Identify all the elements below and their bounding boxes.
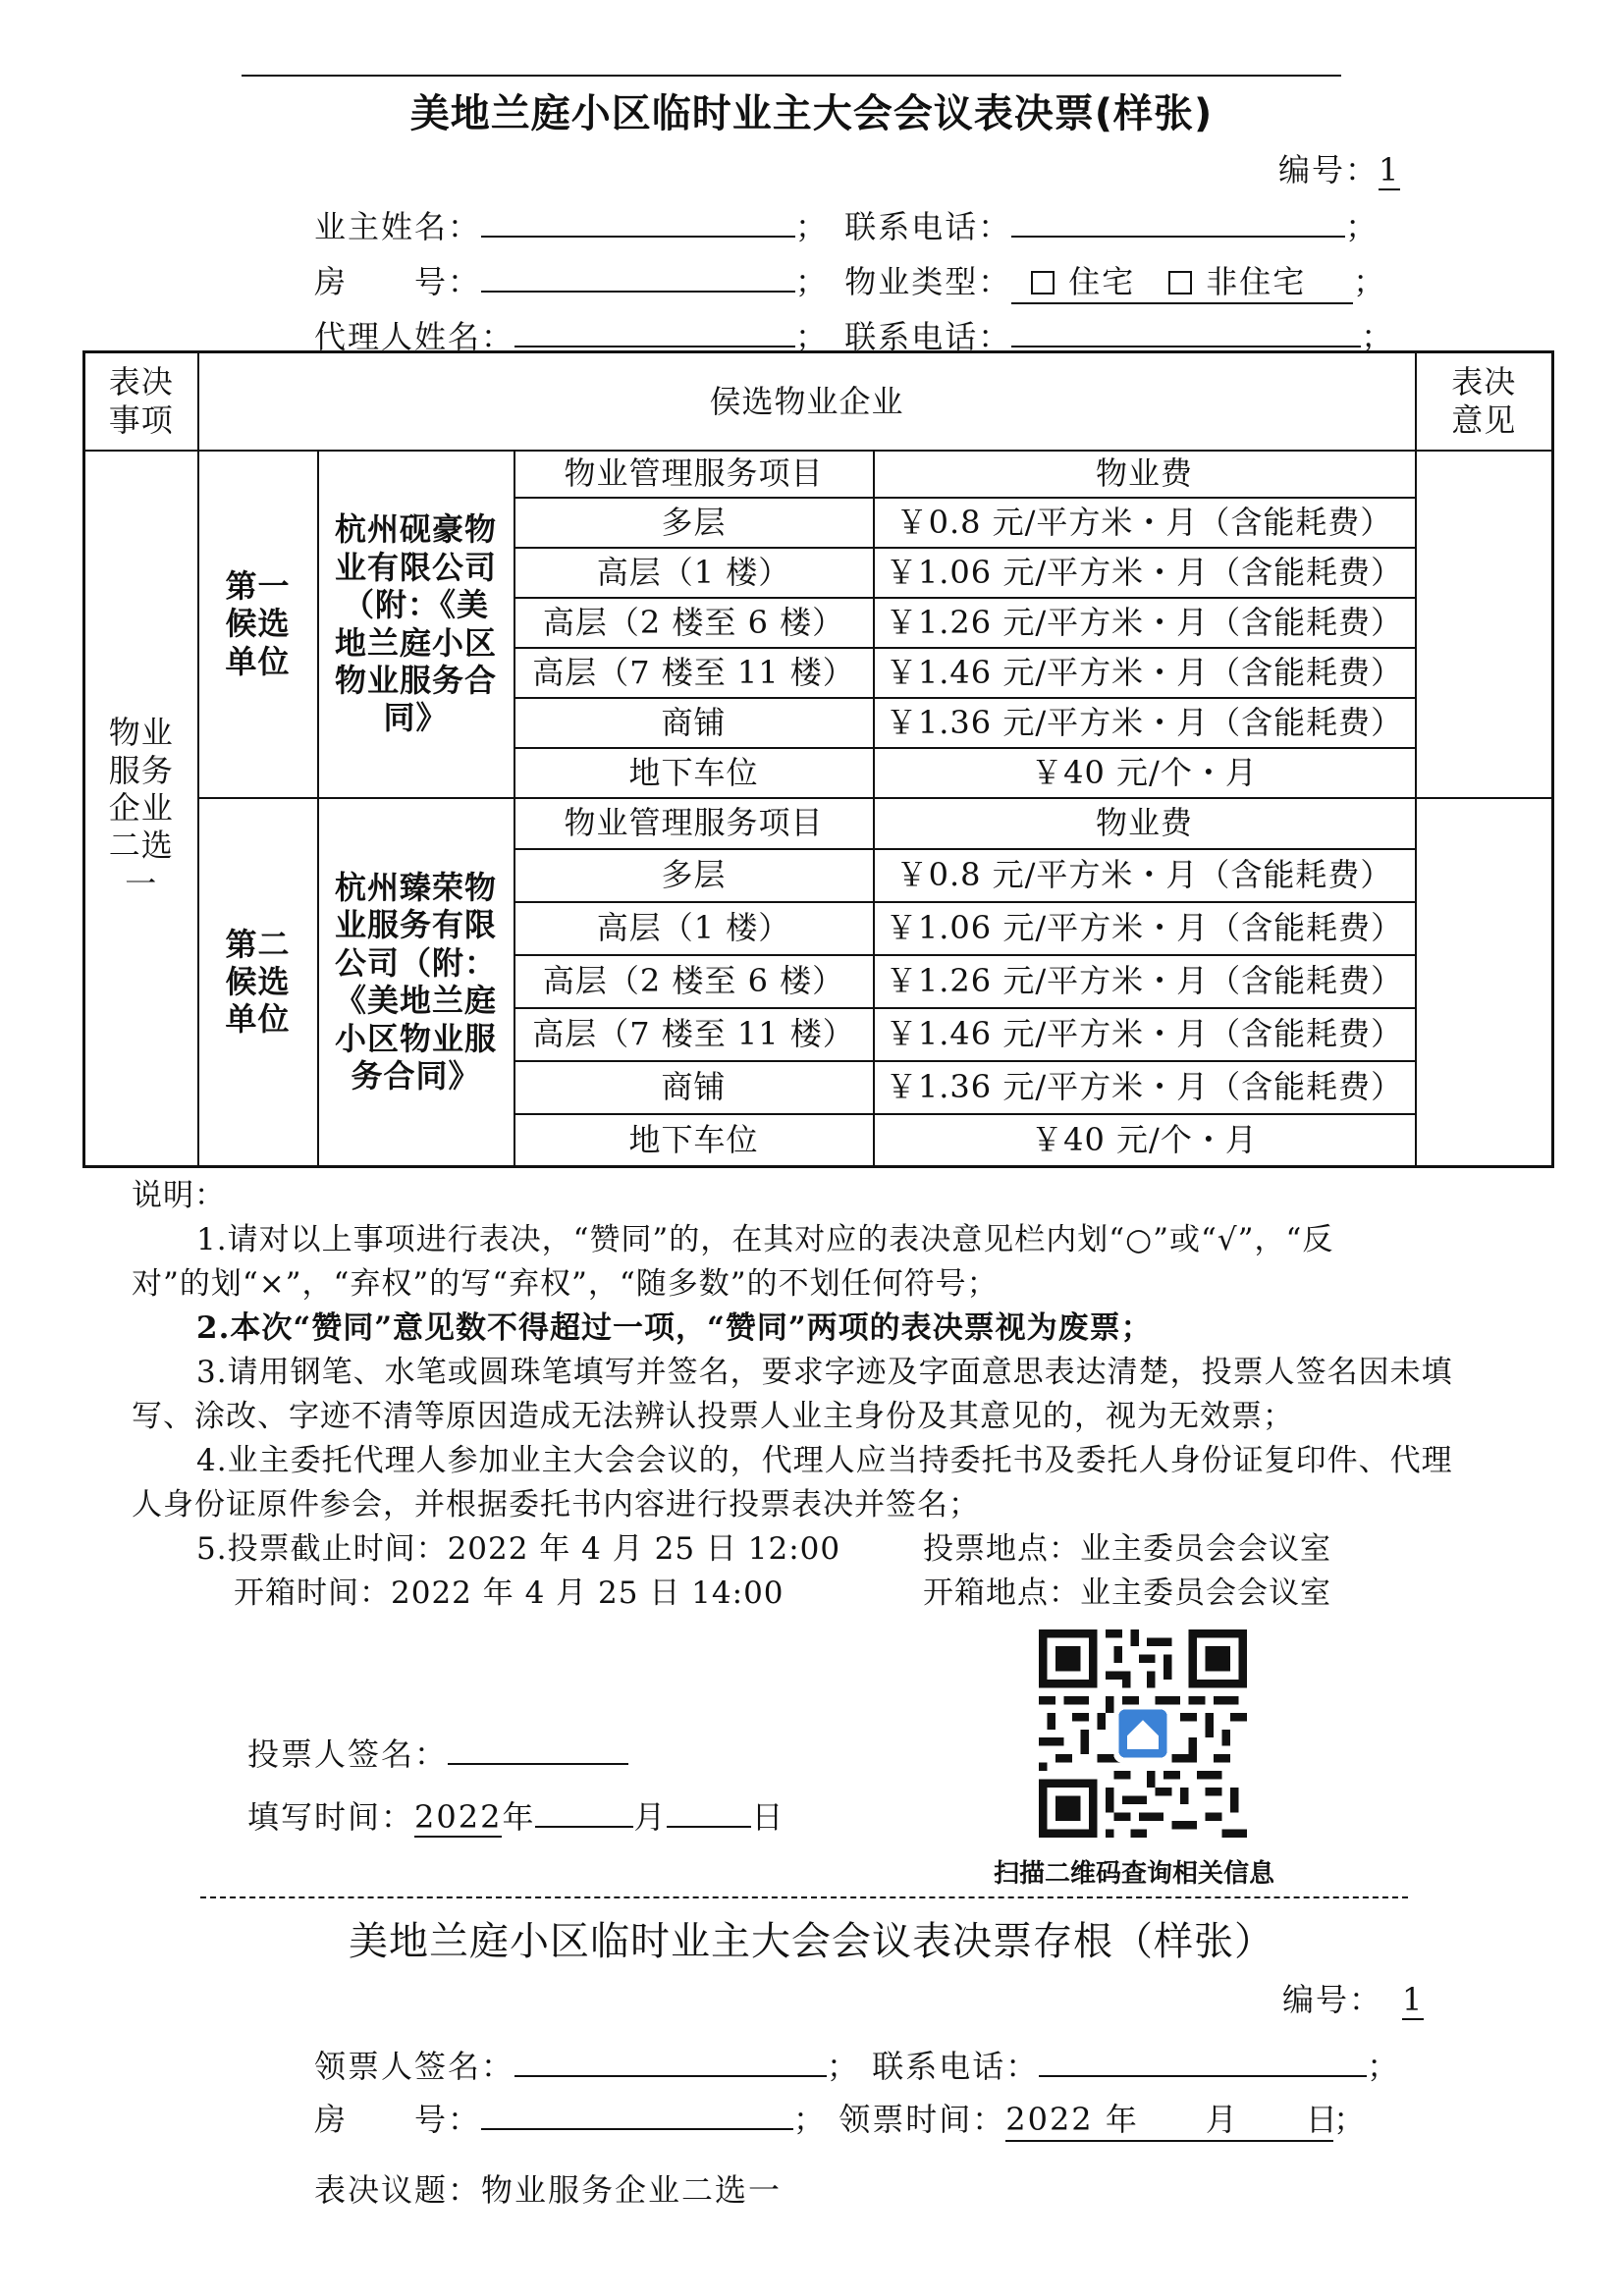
- voter-sign-field[interactable]: [448, 1734, 628, 1765]
- semicolon: ；: [793, 2101, 828, 2138]
- room-row: [314, 257, 1386, 304]
- fee-item-cell: 商铺: [514, 1061, 874, 1114]
- stub-room-row: [314, 2095, 1367, 2142]
- receiver-sign-label: 领票人签名：: [314, 2048, 515, 2085]
- semicolon: ；: [827, 2048, 861, 2085]
- voting-table: [82, 350, 1554, 1168]
- notes-heading: 说明：: [132, 1178, 226, 1213]
- month-label: 月: [633, 1798, 668, 1836]
- stub-room-label: 房 号：: [314, 2101, 482, 2138]
- title-top-rule: [242, 75, 1341, 77]
- fee-item-cell: 高层（1 楼）: [514, 548, 874, 598]
- property-type-field: [1011, 257, 1353, 304]
- fee-value-cell: ￥0.8 元/平方米・月（含能耗费）: [874, 849, 1416, 902]
- note-5a: 5.投票截止时间：2022 年 4 月 25 日 12:00: [196, 1531, 841, 1567]
- fee-item-cell: 地下车位: [514, 748, 874, 798]
- candidate-1-opinion-cell[interactable]: [1416, 451, 1553, 798]
- stub-number-label: 编号：: [1282, 1981, 1383, 2018]
- fee-item-cell: 商铺: [514, 698, 874, 748]
- year-label: 年: [502, 1798, 536, 1836]
- nonresidential-checkbox[interactable]: [1168, 271, 1192, 294]
- stub-title: 美地兰庭小区临时业主大会会议表决票存根（样张）: [349, 1919, 1274, 1964]
- agent-phone-label: 联系电话：: [844, 318, 1012, 355]
- stub-receiver-row: [314, 2042, 1400, 2087]
- fee-value-cell: ￥1.46 元/平方米・月（含能耗费）: [874, 648, 1416, 698]
- table-row: [84, 451, 1553, 498]
- fee-value-cell: ￥40 元/个・月: [874, 1114, 1416, 1167]
- note-5b: 开箱时间：2022 年 4 月 25 日 14:00: [234, 1575, 784, 1611]
- semicolon: ；: [795, 318, 830, 355]
- candidate-2-opinion-cell[interactable]: [1416, 798, 1553, 1167]
- col-header-matter: 表决 事项: [84, 352, 198, 451]
- qr-code[interactable]: [1039, 1629, 1247, 1838]
- fee-item-cell: 高层（1 楼）: [514, 902, 874, 955]
- qr-caption: 扫描二维码查询相关信息: [994, 1859, 1275, 1889]
- fee-value-cell: ￥1.46 元/平方米・月（含能耗费）: [874, 1008, 1416, 1061]
- semicolon: ；: [1333, 2101, 1368, 2138]
- property-type-label: 物业类型：: [844, 263, 1012, 300]
- note-2-text: 2.本次“赞同”意见数不得超过一项，“赞同”两项的表决票视为废票；: [196, 1310, 1153, 1346]
- candidate-1-label: 第一 候选 单位: [198, 451, 318, 798]
- receiver-sign-field[interactable]: [514, 2046, 827, 2077]
- note-4b: 人身份证原件参会，并根据委托书内容进行投票表决并签名；: [132, 1487, 980, 1522]
- col-header-candidates: 侯选物业企业: [198, 352, 1416, 451]
- residential-checkbox[interactable]: [1031, 271, 1055, 294]
- owner-name-label: 业主姓名：: [314, 208, 482, 245]
- fee-value-cell: ￥1.06 元/平方米・月（含能耗费）: [874, 548, 1416, 598]
- voter-sign-label: 投票人签名：: [247, 1735, 449, 1773]
- ballot-number: [1278, 145, 1400, 190]
- room-label: 房 号：: [314, 263, 482, 300]
- fee-value-cell: ￥40 元/个・月: [874, 748, 1416, 798]
- semicolon: ；: [1345, 208, 1380, 245]
- fee-value-cell: ￥1.26 元/平方米・月（含能耗费）: [874, 955, 1416, 1008]
- voter-sign-row: [247, 1730, 628, 1775]
- note-1a: 1.请对以上事项进行表决，“赞同”的，在其对应的表决意见栏内划“○”或“√”，“反: [196, 1222, 1334, 1257]
- fee-item-cell: 多层: [514, 849, 874, 902]
- agent-name-field[interactable]: [514, 316, 795, 347]
- fee-value-cell: ￥1.26 元/平方米・月（含能耗费）: [874, 598, 1416, 648]
- stub-topic: 表决议题：物业服务企业二选一: [314, 2171, 783, 2209]
- phone-field[interactable]: [1011, 206, 1345, 238]
- candidate-1-company: 杭州砚豪物业有限公司（附：《美地兰庭小区物业服务合同》: [318, 451, 514, 798]
- day-label: 日: [751, 1798, 785, 1836]
- semicolon: ；: [795, 208, 830, 245]
- room-field[interactable]: [481, 261, 795, 293]
- fill-day-field[interactable]: [667, 1796, 751, 1828]
- header-item-cell: 物业管理服务项目: [514, 451, 874, 498]
- fill-month-field[interactable]: [535, 1796, 633, 1828]
- agent-phone-field[interactable]: [1011, 316, 1361, 347]
- stub-phone-field[interactable]: [1039, 2046, 1367, 2077]
- table-row: [84, 798, 1553, 849]
- fee-value-cell: ￥1.06 元/平方米・月（含能耗费）: [874, 902, 1416, 955]
- vote-place: 投票地点：业主委员会会议室: [923, 1531, 1331, 1567]
- semicolon: ；: [1361, 318, 1395, 355]
- receive-time-label: 领票时间：: [839, 2101, 1006, 2138]
- open-place: 开箱地点：业主委员会会议室: [923, 1575, 1331, 1611]
- fee-item-cell: 高层（7 楼至 11 楼）: [514, 648, 874, 698]
- semicolon: ；: [795, 263, 830, 300]
- col-header-opinion: 表决 意见: [1416, 352, 1553, 451]
- note-3a: 3.请用钢笔、水笔或圆珠笔填写并签名，要求字迹及字面意思表达清楚，投票人签名因未填: [196, 1355, 1453, 1390]
- cut-line: [200, 1896, 1408, 1898]
- matter-cell: 物业 服务 企业 二选 一: [84, 451, 198, 1167]
- fee-item-cell: 多层: [514, 498, 874, 548]
- note-1b: 对”的划“×”，“弃权”的写“弃权”，“随多数”的不划任何符号；: [132, 1266, 999, 1302]
- header-fee-cell: 物业费: [874, 451, 1416, 498]
- note-4a: 4.业主委托代理人参加业主大会会议的，代理人应当持委托书及委托人身份证复印件、代理: [196, 1443, 1453, 1478]
- ballot-number-label: 编号：: [1278, 151, 1380, 188]
- fill-time-label: 填写时间：: [247, 1798, 415, 1836]
- owner-name-field[interactable]: [481, 206, 795, 238]
- candidate-2-label: 第二 候选 单位: [198, 798, 318, 1167]
- fill-time-row: [247, 1792, 785, 1838]
- note-2: [196, 1307, 1153, 1351]
- fee-value-cell: ￥0.8 元/平方米・月（含能耗费）: [874, 498, 1416, 548]
- stub-number: [1282, 1975, 1424, 2020]
- header-item-cell: 物业管理服务项目: [514, 798, 874, 849]
- ballot-number-value: 1: [1379, 151, 1401, 188]
- fill-year-field[interactable]: 2022: [414, 1798, 503, 1836]
- fee-value-cell: ￥1.36 元/平方米・月（含能耗费）: [874, 1061, 1416, 1114]
- fee-item-cell: 高层（2 楼至 6 楼）: [514, 598, 874, 648]
- agent-name-label: 代理人姓名：: [314, 318, 515, 355]
- note-3b: 写、涂改、字迹不清等原因造成无法辨认投票人业主身份及其意见的，视为无效票；: [132, 1399, 1294, 1434]
- residential-option-label: 住宅: [1068, 263, 1136, 300]
- fee-item-cell: 高层（7 楼至 11 楼）: [514, 1008, 874, 1061]
- receive-time-field[interactable]: 2022 年 月 日: [1005, 2095, 1333, 2142]
- semicolon: ；: [1353, 263, 1387, 300]
- stub-room-field[interactable]: [481, 2099, 793, 2130]
- candidate-2-company: 杭州臻荣物业服务有限公司（附：《美地兰庭小区物业服务合同》: [318, 798, 514, 1167]
- ballot-title: 美地兰庭小区临时业主大会会议表决票(样张): [409, 91, 1214, 136]
- phone-label: 联系电话：: [844, 208, 1012, 245]
- stub-phone-label: 联系电话：: [872, 2048, 1040, 2085]
- table-header-row: [84, 352, 1553, 451]
- fee-item-cell: 地下车位: [514, 1114, 874, 1167]
- stub-number-value: 1: [1402, 1981, 1425, 2018]
- header-fee-cell: 物业费: [874, 798, 1416, 849]
- nonresidential-option-label: 非住宅: [1206, 263, 1307, 300]
- owner-name-row: [314, 202, 1379, 247]
- fee-value-cell: ￥1.36 元/平方米・月（含能耗费）: [874, 698, 1416, 748]
- semicolon: ；: [1367, 2048, 1401, 2085]
- fee-item-cell: 高层（2 楼至 6 楼）: [514, 955, 874, 1008]
